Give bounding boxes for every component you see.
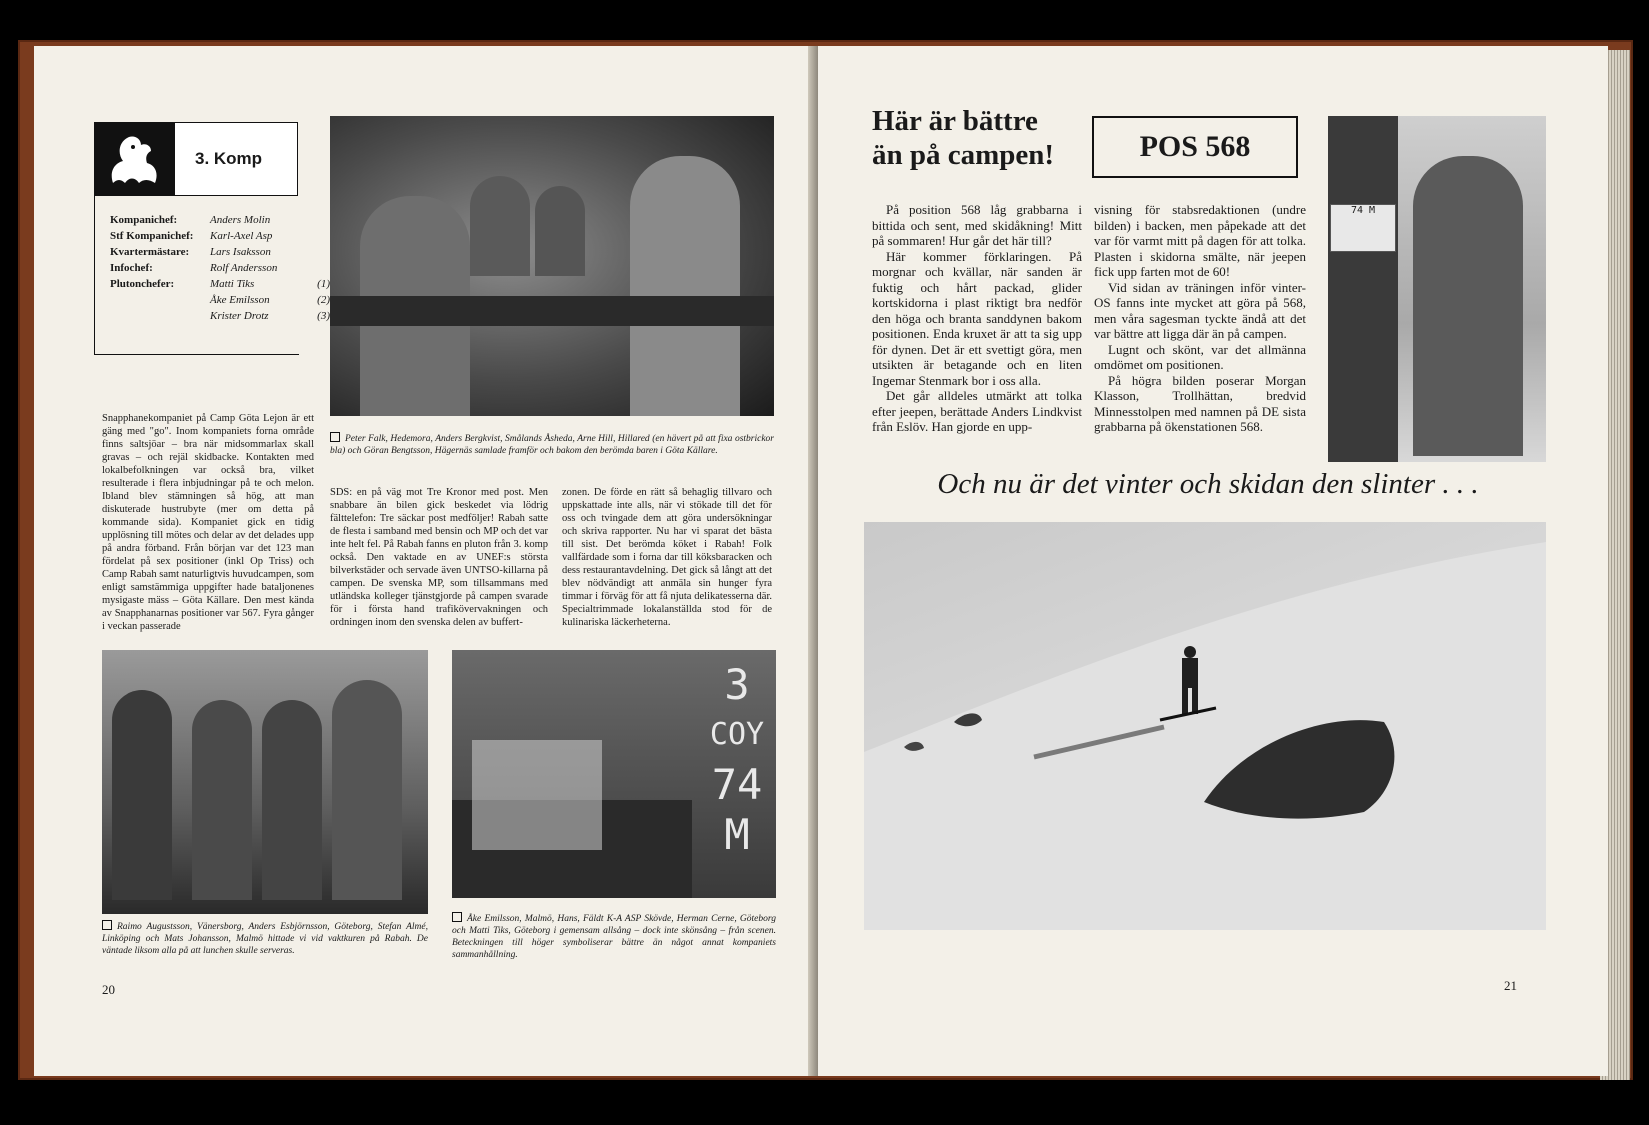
slogan: Och nu är det vinter och skidan den slinter . . . xyxy=(937,468,1479,500)
pos-box: POS 568 xyxy=(1092,116,1298,178)
roster-row: Åke Emilsson (2) xyxy=(210,294,330,306)
headline: Här är bättre än på campen! xyxy=(872,105,1055,171)
article-column-2: SDS: en på väg mot Tre Kronor med post. Men snabbare än bilen gick beskedet via lödrig fälttelefon: Tre säckar post medföljer! Rabah satte de flesta i samband med bensin och MP och det var inte helt fel. På Rabah fanns en pluton från 3. komp också. Den vaktade en av UNEF:s största bilverkstäder och servade även UNTSO-killarna på campen. De svenska MP, som tillsammans med utländska kolleger tjänstgjorde på campen svarade för i första hand trafikövervakningen och ordningen inom den svenska delen av buffert- xyxy=(330,487,548,628)
soldiers-group-photo xyxy=(102,650,428,914)
pos-column-1: På position 568 låg grabbarna i bittida och sent, med skidåkning! Mitt på sommaren! Hur går det här till? Här kommer förklaringen. På morgnar och kvällar, när sanden är fuktig och hårt packad, glider kortskidorna i plast riktigt bra nedför den höga och branta sanddynen bakom positionen. Enda kruxet är att ta sig upp för dynen. Det är ett svettigt göra, men utsikten är betagande och en liten Ingemar Stenmark bor i oss alla. Det går alldeles utmärkt att tolka efter jeepen, berättade Anders Lindkvist från Eslöv. Han gjorde en upp- xyxy=(872,202,1082,434)
scene-photo-caption: Åke Emilsson, Malmö, Hans, Fäldt K-A ASP Skövde, Herman Cerne, Göteborg och Matti Tiks, Göteborg i gemensam allsång – dock inte skönsång – från scenen. Beteckningen till höger symboliserar bättre än något annat kompaniets sammanhållning. xyxy=(452,914,776,960)
post-portrait-photo xyxy=(1328,116,1546,462)
page-number-right: 21 xyxy=(1504,978,1517,993)
roster-row: Infochef: Rolf Andersson xyxy=(110,262,278,274)
dune-scene-icon xyxy=(864,522,1546,930)
wall-marking: 3 COY 74 M xyxy=(709,660,765,859)
bar-photo xyxy=(330,116,774,416)
bar-photo-caption: Peter Falk, Hedemora, Anders Bergkvist, Smålands Åsheda, Arne Hill, Hillared (en hävert på att fixa ostbrickor bla) och Göran Bengtsson, Hägernäs samlade framför och bakom den berömda baren i Göta Källare. xyxy=(330,434,774,456)
left-page xyxy=(34,46,814,1076)
stage-scene-photo xyxy=(452,650,776,898)
lion-emblem xyxy=(95,123,175,195)
pos-column-2: visning för stabsredaktionen (undre bilden) i backen, men påpekade att det var för varmt mitt på dagen för att tolka. Plasten i skidorna smälte, när jeepen fick upp farten mot de 60! Vid sidan av träningen inför vinter-OS fanns inte mycket att göra på 568, men våra sagesman tyckte ändå att det var bättre att ligga där än på campen. Lugnt och skönt, var det allmänna omdömet om positionen. På högra bilden poserar Morgan Klasson, Trollhättan, bredvid Minnesstolpen med namnen på DE sista grabbarna på ökenstationen 568. xyxy=(1094,202,1306,434)
article-column-1: Snapphanekompaniet på Camp Göta Lejon är ett gäng med "go". Inom kompaniets forna område finns saltsjöar – bra när midsommarlax skall gravas – och rejäl skidbacke. Kontakten med lokalbefolkningen var också bra, vilket resulterade i flera inbjudningar på te och melon. Ibland blev stämningen så hög, att man diskuterade hustrubyte (mer om detta på kommande sida). Kompaniet gick en tidig upplösning till mötes och delar av det delades upp på andra förband. Från början var det 123 man fördelat på sex positioner (inkl Op Triss) och Camp Rabah samt naturligtvis huvudcampen, som enligt samstämmiga uppgifter hade bataljonenes mysigaste mäss – Göta Källare. Den mest kända av Snapphanarnas positioner var 567. Fyra gånger i veckan passerade xyxy=(102,413,314,632)
lion-icon xyxy=(95,123,175,195)
right-page xyxy=(818,46,1608,1076)
roster-row: Stf Kompanichef: Karl-Axel Asp xyxy=(110,230,273,242)
roster-table xyxy=(110,212,330,324)
sand-dune-skiing-photo xyxy=(864,522,1546,930)
roster-row: Kompanichef: Anders Molin xyxy=(110,214,271,226)
article-column-3: zonen. De förde en rätt så behaglig tillvaro och uppskattade inte alls, när vi stökade till det för oss och tvingade dem att göra undersökningar och skriva rapporter. Nu har vi sparat det bästa till sist. Det berömda köket i Rabah! Folk vallfärdade som i forna dar till köksbaracken och dess restaurantavdelning. Det gick så långt att det blev nödvändigt att anmäla sin hunger fyra timmar i förväg för att få njuta delikatesserna där. Specialtrimmade lokalanställda stod för de kulinariska läckerheterna. xyxy=(562,487,772,628)
group-photo-caption: Raimo Augustsson, Vänersborg, Anders Esbjörnsson, Göteborg, Stefan Almé, Linköping och Mats Johansson, Malmö hittade vi vid vaktkuren på Rabah. De väntade liksom alla på att lunchen skulle serveras. xyxy=(102,922,428,956)
post-sign: 74 M xyxy=(1330,204,1396,252)
roster-row: Plutonchefer: Matti Tiks (1) xyxy=(110,278,330,290)
roster-row: Kvartermästare: Lars Isaksson xyxy=(110,246,271,258)
company-title: 3. Komp xyxy=(195,149,263,168)
roster-row: Krister Drotz (3) xyxy=(210,310,330,322)
page-number-left: 20 xyxy=(102,982,115,997)
company-emblem-box xyxy=(94,122,298,196)
